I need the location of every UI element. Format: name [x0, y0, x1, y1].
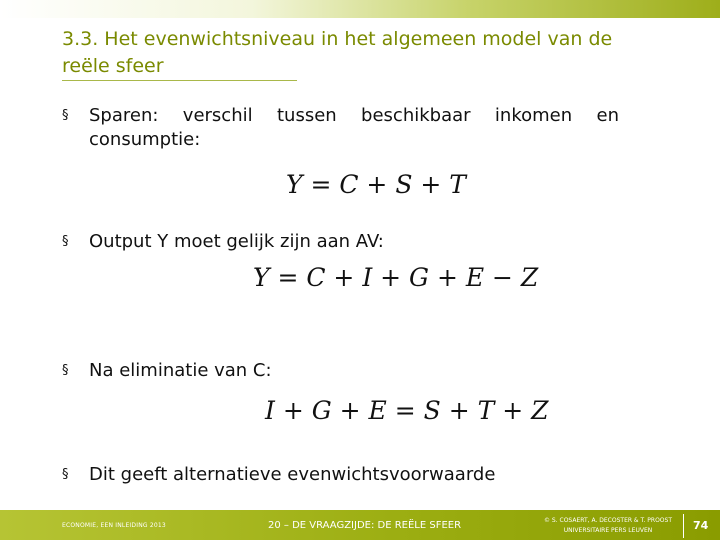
slide-title: 3.3. Het evenwichtsniveau in het algemeen model van de reële sfeer: [62, 28, 613, 77]
page-number: 74: [693, 519, 709, 532]
equation-income-identity: Y = C + S + T: [286, 170, 466, 199]
footer-authors: © S. COSAERT, A. DECOSTER & T. PROOST: [543, 517, 672, 524]
footer-chapter-title: 20 – DE VRAAGZIJDE: DE REËLE SFEER: [268, 520, 462, 531]
footer-publisher: UNIVERSITAIRE PERS LEUVEN: [563, 527, 653, 534]
equation-aggregate-demand: Y = C + I + G + E − Z: [253, 263, 539, 292]
equation-equilibrium: I + G + E = S + T + Z: [265, 396, 549, 425]
header-gradient-bar: [0, 0, 720, 18]
title-underline: [62, 80, 297, 81]
bullet-text: Output Y moet gelijk zijn aan AV:: [89, 231, 384, 252]
bullet-marker: §: [62, 467, 69, 482]
bullet-alternative-condition: [62, 463, 702, 487]
slide-footer: [0, 510, 720, 540]
bullet-elimination: [62, 359, 662, 383]
bullet-marker: §: [62, 363, 69, 378]
bullet-output: [62, 230, 662, 254]
bullet-savings: [62, 104, 622, 154]
bullet-marker: §: [62, 234, 69, 249]
bullet-text: Dit geeft alternatieve evenwichtsvoorwaarde: [89, 464, 496, 485]
bullet-marker: §: [62, 108, 69, 123]
footer-divider: [683, 514, 684, 538]
bullet-text: Na eliminatie van C:: [89, 360, 272, 381]
footer-copyright: [538, 516, 678, 536]
bullet-text: Sparen: verschil tussen beschikbaar inkomen en consumptie:: [89, 105, 619, 150]
footer-course-title: ECONOMIE, EEN INLEIDING 2013: [62, 522, 166, 529]
